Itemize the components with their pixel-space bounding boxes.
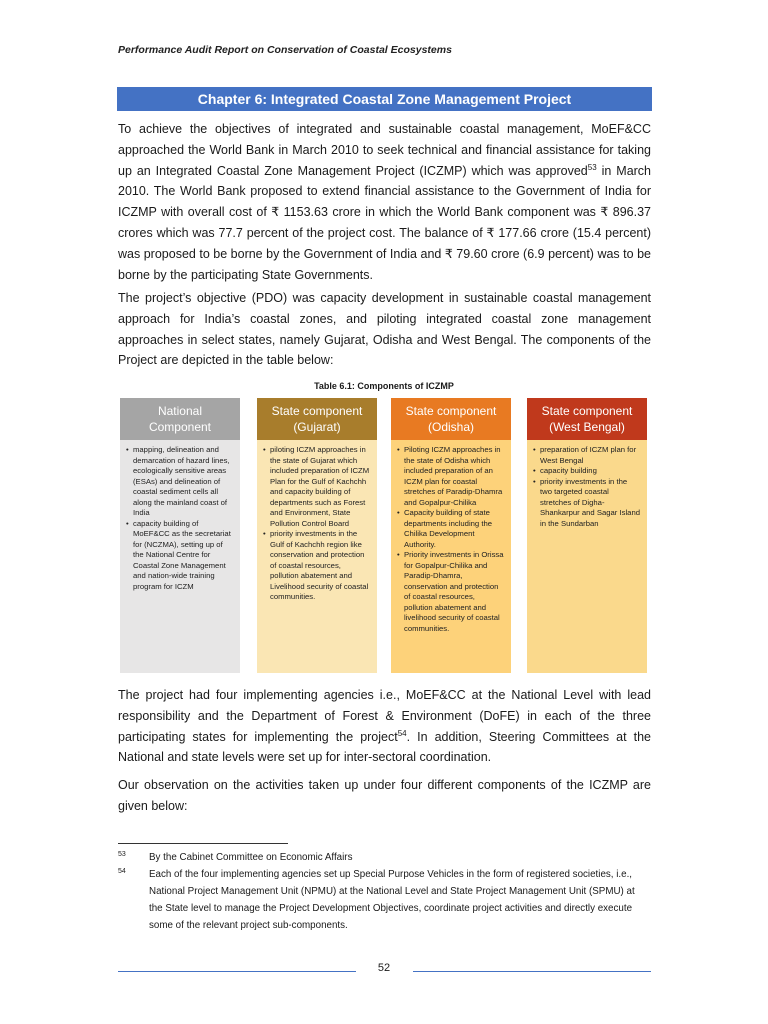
column-body — [391, 440, 511, 673]
paragraph-1-text-b: in March 2010. The World Bank proposed to extend financial assistance to the Government of India for ICZMP with overall cost of ₹ 1153.63 crore in which the World Bank component was ₹ 896.37 crores which was 77.7 percent of the project cost. The balance of ₹ 177.66 crore (15.4 percent) was proposed to be borne by the Government of India and ₹ 79.60 crore (6.9 percent) was to be borne by the participating State Governments. — [118, 163, 652, 282]
component-item: • Priority investments in Orissa for Gopalpur-Chilika and Paradip-Dhamra, conservation and protection of coastal resources, pollution abatement and livelihood security of coastal communities. — [397, 550, 505, 634]
component-item: • capacity building of MoEF&CC as the secretariat for (NCZMA), setting up of the National Centre for Coastal Zone Management and nation-wide training program for ICZM — [126, 519, 234, 593]
component-column-gujarat — [257, 398, 377, 673]
footnote-number: 54 — [118, 868, 126, 875]
column-header — [257, 398, 377, 440]
column-header-line2: (Gujarat) — [293, 420, 341, 434]
table-caption: Table 6.1: Components of ICZMP — [314, 381, 454, 391]
footnote-separator — [118, 843, 288, 844]
paragraph-3-text-a: The project had four implementing agencies i.e., MoEF&CC at the National Level with lead responsibility and the Department of Forest & Environment (DoFE) in each of the three participating states for implementing the project — [118, 688, 651, 744]
component-item: • Capacity building of state departments including the Chilika Development Authority. — [397, 508, 505, 550]
component-item: • priority investments in the Gulf of Kachchh region like conservation and protection of coastal resources, pollution abatement and Livelihood security of coastal communities. — [263, 529, 371, 603]
footer-rule-left — [118, 971, 356, 972]
component-item: • Piloting ICZM approaches in the state of Odisha which included preparation of an ICZM plan for coastal stretches of Paradip-Dhamra and Gopalpur-Chilika — [397, 445, 505, 508]
component-item: • capacity building — [533, 466, 641, 477]
column-header — [391, 398, 511, 440]
column-body — [120, 440, 240, 673]
paragraph-3 — [118, 685, 651, 768]
column-body — [257, 440, 377, 673]
column-header-line1: National — [157, 404, 202, 418]
paragraph-4: Our observation on the activities taken up under four different components of the ICZMP are given below: — [118, 778, 651, 813]
paragraph-2: The project’s objective (PDO) was capacity development in sustainable coastal management approach for India’s coastal zones, and piloting integrated coastal zone management approaches in select states, namely Gujarat, Odisha and West Bengal. The components of the Project are depicted in the table below: — [118, 291, 651, 368]
paragraph-1 — [118, 119, 651, 285]
component-item: • mapping, delineation and demarcation of hazard lines, ecologically sensitive areas (ESAs) and delineation of coastal sediment cells all along the mainland coast of India — [126, 445, 234, 519]
running-header: Performance Audit Report on Conservation of Coastal Ecosystems — [118, 44, 452, 56]
column-header-line1: State component — [271, 404, 363, 418]
footnote-53 — [118, 849, 651, 866]
column-header — [527, 398, 647, 440]
component-item: • priority investments in the two targeted coastal stretches of Digha-Shankarpur and Sagar Island in the Sundarban — [533, 477, 641, 530]
column-header-line1: State component — [541, 404, 633, 418]
component-item: • piloting ICZM approaches in the state of Gujarat which included preparation of ICZM Plan for the Gulf of Kachchh and capacity building of departments such as Forest and Environment, State Pollution Control Board — [263, 445, 371, 529]
footnote-text: Each of the four implementing agencies set up Special Purpose Vehicles in the form of registered societies, i.e., National Project Management Unit (NPMU) at the National Level and State Project Management Unit (SPMU) at the State level to manage the Project Development Objectives, coordinate project activities and directly execute some of the relevant project sub-components. — [149, 869, 635, 931]
paragraph-1-text-a: To achieve the objectives of integrated and sustainable coastal management, MoEF&CC approached the World Bank in March 2010 to seek technical and financial assistance for taking up an Integrated Coastal Zone Management Project (ICZMP) which was approved — [118, 122, 651, 178]
column-header-line2: Component — [148, 420, 212, 434]
footer-rule-right — [413, 971, 651, 972]
footnote-ref-53: 53 — [587, 162, 597, 172]
column-body — [527, 440, 647, 673]
footnote-text: By the Cabinet Committee on Economic Affairs — [149, 852, 353, 863]
footnote-ref-54: 54 — [397, 728, 407, 738]
footnote-number: 53 — [118, 851, 126, 858]
component-column-odisha — [391, 398, 511, 673]
column-header-line2: (Odisha) — [427, 420, 474, 434]
component-column-national — [120, 398, 240, 673]
chapter-title: Chapter 6: Integrated Coastal Zone Management Project — [117, 87, 652, 111]
component-column-west-bengal — [527, 398, 647, 673]
component-item: • preparation of ICZM plan for West Bengal — [533, 445, 641, 466]
column-header — [120, 398, 240, 440]
column-header-line2: (West Bengal) — [549, 420, 625, 434]
paragraph-3-text-b: . In addition, Steering Committees at the National and state levels were set up for inter-sectoral coordination. — [118, 729, 651, 765]
footnote-54 — [118, 866, 651, 934]
column-header-line1: State component — [405, 404, 497, 418]
page-number: 52 — [377, 962, 391, 974]
